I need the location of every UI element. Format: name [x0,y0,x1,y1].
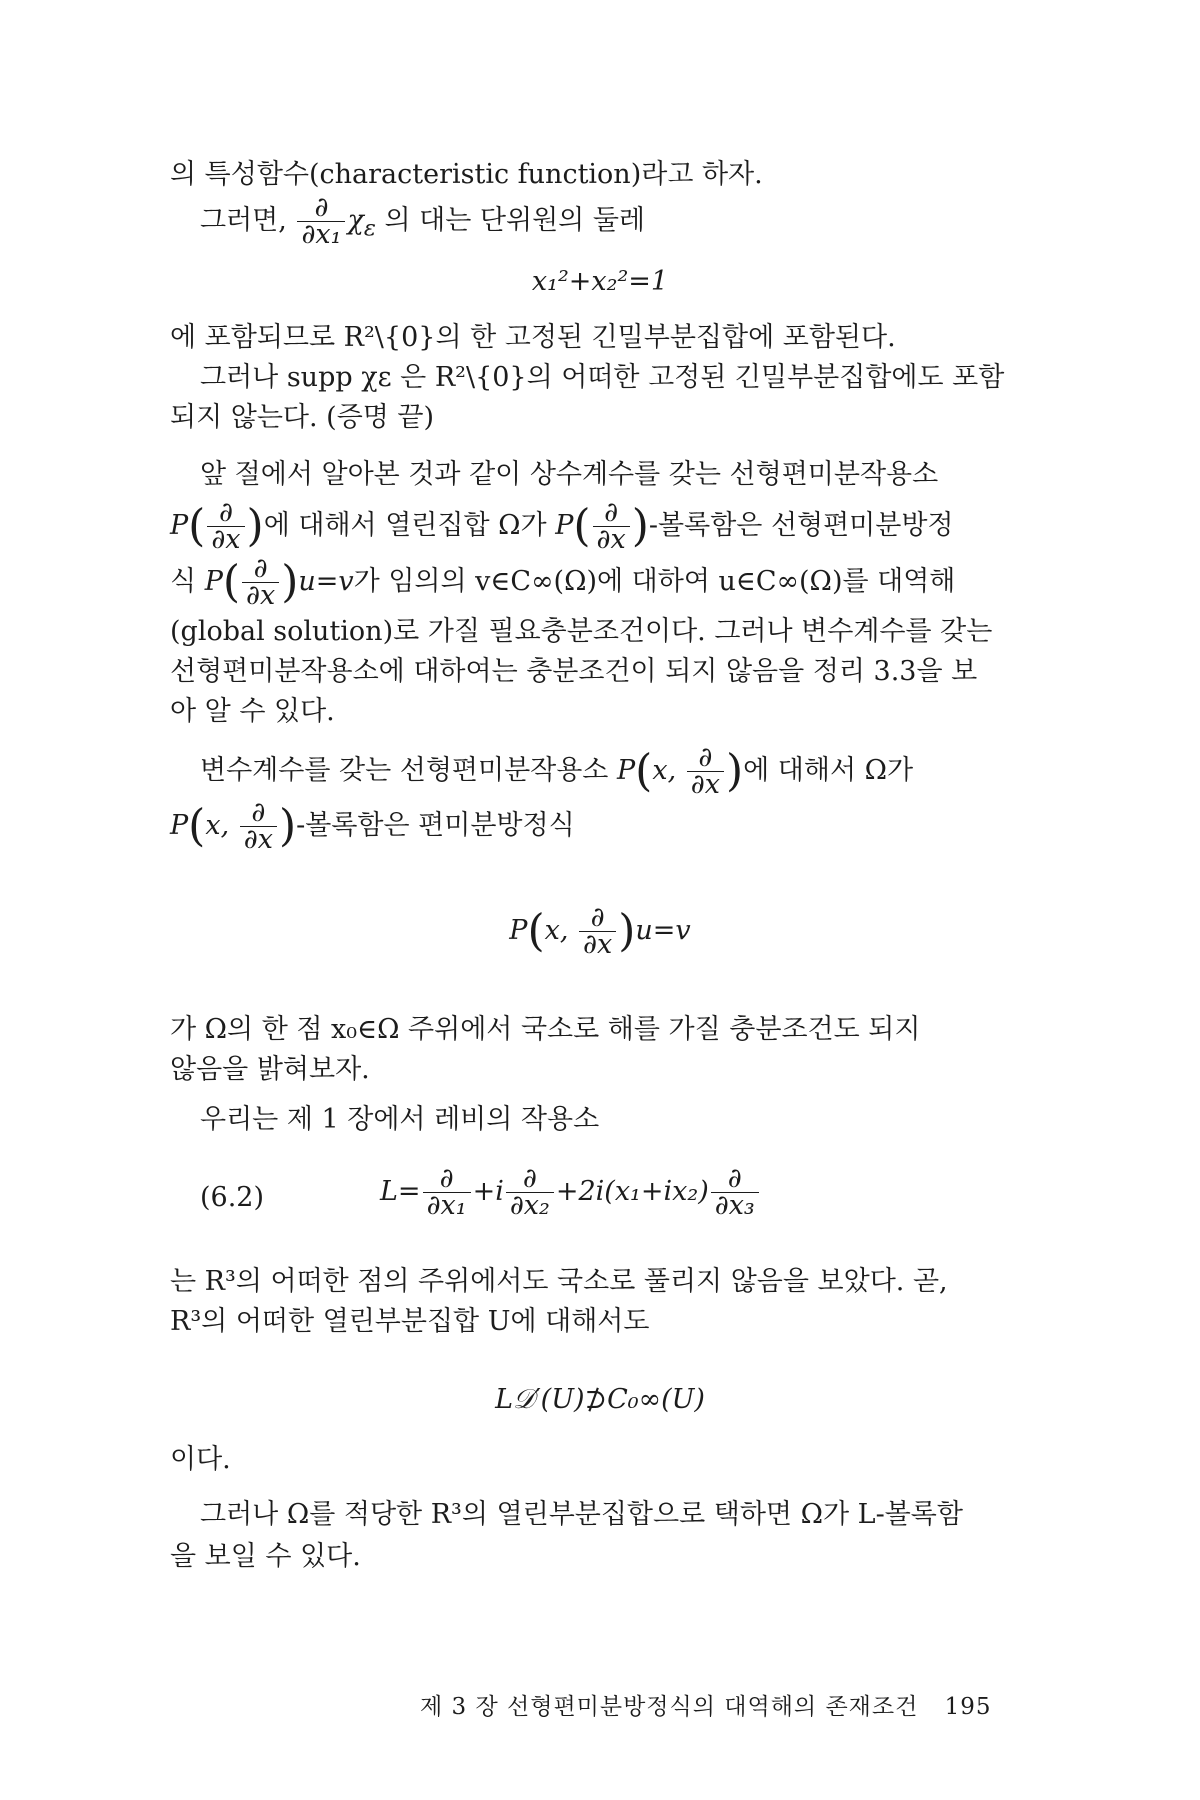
page-number: 195 [944,1694,992,1720]
text-line-operator: 변수계수를 갖는 선형편미분작용소 P(x, $\frac{\partial}{\partial x}$ )에 대해서 Ω가 [200,742,914,800]
operator-P: P [170,810,189,841]
operator-P: P [170,510,189,541]
text-fragment: 식 [170,566,197,597]
text-fragment: -볼록함은 편미분방정식 [296,810,575,841]
fraction-numerator: ∂ [687,745,724,772]
text-line: 는 R³의 어떠한 점의 주위에서도 국소로 풀리지 않음을 보았다. 곧, [170,1266,948,1297]
fraction-denominator: ∂x [246,580,276,611]
operator-P: P [204,566,223,597]
text-line: 가 Ω의 한 점 x₀∈Ω 주위에서 국소로 해를 가질 충분조건도 되지 [170,1014,921,1045]
partial-derivative-fraction [242,553,279,611]
partial-derivative-fraction [593,497,630,555]
fraction-numerator: ∂ [423,1166,471,1193]
text-line-operator: 식 P( $\frac{\partial}{\partial x}$ )u=v가 임의의 v∈C∞(Ω)에 대하여 u∈C∞(Ω)를 대역해 [170,553,956,611]
fraction-denominator: ∂x [211,524,241,555]
fraction-denominator: ∂x₃ [714,1190,755,1221]
fraction-denominator: ∂x [596,524,626,555]
fraction-numerator: ∂ [579,905,616,932]
text-fragment: 에 대해서 Ω가 [743,755,914,786]
text-line-operator: P( $\frac{\partial}{\partial x}$ )에 대해서 열린집합 Ω가 P( $\frac{\partial}{\partial x}$ )-볼록함은 선형편미분방정 [170,497,954,555]
chi-symbol: χ [347,205,364,236]
partial-derivative-fraction [297,192,345,250]
partial-derivative-fraction [506,1163,554,1221]
text-line: 선형편미분작용소에 대하여는 충분조건이 되지 않음을 정리 3.3을 보 [170,656,978,687]
fraction-denominator: ∂x [583,929,613,960]
epsilon-subscript: ε [363,215,376,242]
partial-derivative-fraction [240,797,277,855]
fraction-numerator: ∂ [711,1166,759,1193]
fraction-numerator: ∂ [593,500,630,527]
text-line: (global solution)로 가질 필요충분조건이다. 그러나 변수계수를 갖는 [170,616,993,647]
equation-circle: x₁²+x₂²=1 [531,266,669,297]
fraction-numerator: ∂ [240,800,277,827]
equation-term: +i [472,1176,504,1207]
partial-derivative-fraction [207,497,244,555]
fraction-denominator: ∂x [690,769,720,800]
variable-x: x, [652,755,677,786]
variable-x: x, [205,810,230,841]
operator-P: P [617,755,636,786]
text-line: 아 알 수 있다. [170,696,335,727]
operator-P: P [555,510,574,541]
equation-number: (6.2) [200,1182,265,1213]
fraction-denominator: ∂x₂ [509,1190,550,1221]
partial-derivative-fraction [711,1163,759,1221]
partial-derivative-fraction [579,902,616,960]
fraction-numerator: ∂ [242,556,279,583]
text-line: 그러나 supp χε 은 R²\{0}의 어떠한 고정된 긴밀부분집합에도 포함 [200,362,1005,393]
running-footer [420,1688,992,1721]
text-fragment: -볼록함은 선형편미분방정 [648,510,954,541]
text-line: 이다. [170,1444,231,1475]
equation-local-solvability: P(x, $\frac{\partial}{\partial x}$ )u=v [509,902,691,960]
fraction-denominator: ∂x₁ [301,219,342,250]
text-fragment: u=v [298,566,354,597]
equation-levy-operator [380,1163,1000,1221]
text-line: R³의 어떠한 열린부분집합 U에 대해서도 [170,1306,650,1337]
equation-term: +2i(x₁+ix₂) [555,1176,709,1207]
variable-x: x, [544,915,569,946]
text-line: 우리는 제 1 장에서 레비의 작용소 [200,1104,600,1135]
text-line-derivative [200,192,1060,250]
text-line: 않음을 밝혀보자. [170,1054,370,1085]
operator-P: P [509,915,528,946]
text-fragment: 그러면, [200,205,287,236]
text-fragment: 의 대는 단위원의 둘레 [384,205,645,236]
fraction-denominator: ∂x [243,824,273,855]
fraction-numerator: ∂ [297,195,345,222]
partial-derivative-fraction [423,1163,471,1221]
text-line: 그러나 Ω를 적당한 R³의 열린부분집합으로 택하면 Ω가 L-볼록함 [200,1499,963,1530]
text-line: 에 포함되므로 R²\{0}의 한 고정된 긴밀부분집합에 포함된다. [170,322,896,353]
text-line: 되지 않는다. (증명 끝) [170,402,435,433]
fraction-numerator: ∂ [207,500,244,527]
equation-rhs: u=v [635,915,691,946]
fraction-denominator: ∂x₁ [426,1190,467,1221]
text-line: 의 특성함수(characteristic function)라고 하자. [170,159,763,190]
text-fragment: 에 대해서 열린집합 Ω가 [263,510,547,541]
chapter-title: 제 3 장 선형편미분방정식의 대역해의 존재조건 [420,1694,919,1720]
text-fragment: 가 임의의 v∈C∞(Ω)에 대하여 u∈C∞(Ω)를 대역해 [353,566,956,597]
equation-inclusion: L𝒟′(U)⊅C₀∞(U) [495,1384,705,1415]
partial-derivative-fraction [687,742,724,800]
text-line: 앞 절에서 알아본 것과 같이 상수계수를 갖는 선형편미분작용소 [200,459,939,490]
text-fragment: 변수계수를 갖는 선형편미분작용소 [200,755,609,786]
text-line: 을 보일 수 있다. [170,1541,361,1572]
fraction-numerator: ∂ [506,1166,554,1193]
text-line-operator: P(x, $\frac{\partial}{\partial x}$ )-볼록함은 편미분방정식 [170,797,575,855]
operator-L: L= [380,1176,421,1207]
